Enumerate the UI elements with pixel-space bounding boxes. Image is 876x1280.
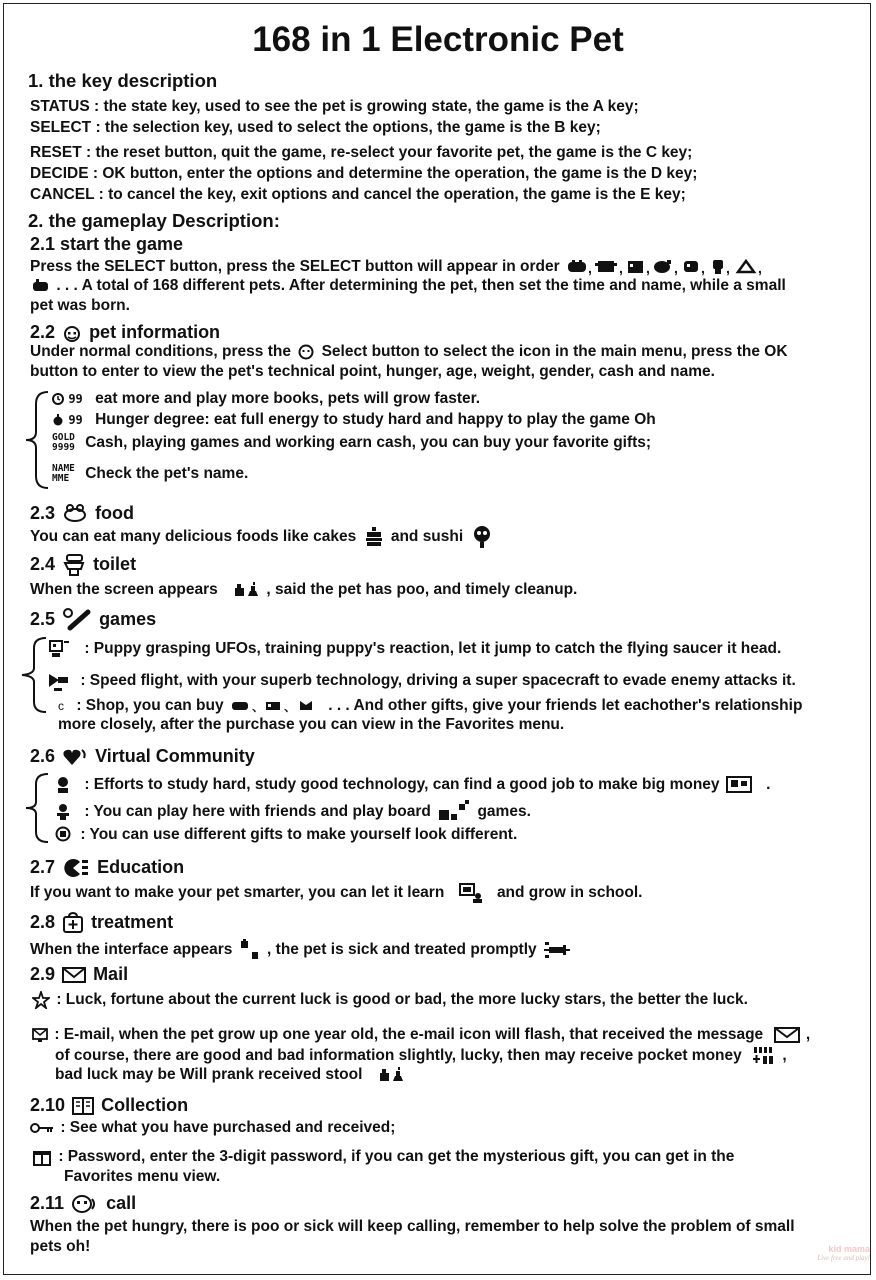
s22-item-hunger bbox=[52, 411, 656, 429]
s26-heading-num: 2.6 bbox=[30, 746, 56, 766]
games-icon bbox=[62, 608, 92, 632]
s210-heading-label: Collection bbox=[101, 1095, 189, 1115]
money-machine-icon bbox=[726, 775, 754, 795]
food-icon bbox=[62, 504, 88, 524]
s24-heading bbox=[30, 553, 136, 577]
cash-text: Cash, playing games and working earn cash, you can buy your favorite gifts; bbox=[85, 434, 652, 452]
svg-text:、: 、 bbox=[283, 699, 296, 713]
s22-brace bbox=[20, 390, 52, 490]
svg-text:,: , bbox=[645, 260, 650, 276]
s25-item-shop bbox=[58, 697, 802, 715]
s29-mail2 bbox=[55, 1046, 787, 1066]
s22-heading bbox=[30, 321, 220, 343]
age-text: eat more and play more books, pets will grow faster. bbox=[95, 390, 481, 407]
s25-heading-num: 2.5 bbox=[30, 609, 56, 629]
svg-text:,: , bbox=[700, 260, 705, 276]
clock-icon bbox=[52, 393, 64, 405]
s25-item-flight bbox=[44, 670, 796, 692]
s22-heading-label: pet information bbox=[89, 322, 221, 342]
apple-icon bbox=[52, 414, 64, 426]
work-text-end: . bbox=[766, 776, 771, 794]
s24-line-a: When the screen appears bbox=[30, 581, 218, 599]
s211-line1: When the pet hungry, there is poo or sick will keep calling, remember to help solve the problem of small bbox=[30, 1218, 795, 1235]
key-decide: DECIDE : OK button, enter the options and determine the operation, the game is the D key; bbox=[30, 165, 698, 182]
gold-tag-bottom: 9999 bbox=[52, 442, 75, 453]
s29-mail3 bbox=[55, 1066, 407, 1084]
s27-heading bbox=[30, 856, 184, 879]
mail3-text: bad luck may be Will prank received stool bbox=[55, 1066, 363, 1084]
s22-line2: button to enter to view the pet's technical point, hunger, age, weight, gender, cash and name. bbox=[30, 363, 715, 380]
pet-sprites-icon bbox=[566, 258, 808, 276]
key-icon bbox=[30, 1121, 54, 1135]
s26-item-play bbox=[52, 800, 531, 824]
watermark-tagline: Live free and play! bbox=[817, 1254, 870, 1262]
watermark-brand: kid mama bbox=[828, 1244, 870, 1254]
s22-line1 bbox=[30, 343, 788, 361]
key-reset: RESET : the reset button, quit the game, re-select your favorite pet, the game is the C key; bbox=[30, 144, 693, 161]
s24-line-b: , said the pet has poo, and timely cleanup. bbox=[266, 581, 578, 599]
s24-heading-num: 2.4 bbox=[30, 554, 56, 574]
s26-item-look bbox=[52, 826, 517, 844]
luck-text: : Luck, fortune about the current luck is good or bad, the more lucky stars, the better the luck. bbox=[56, 991, 748, 1009]
s23-line-a: You can eat many delicious foods like cakes bbox=[30, 528, 357, 546]
mail-icon bbox=[62, 966, 86, 984]
s23-heading-num: 2.3 bbox=[30, 503, 56, 523]
s29-heading-label: Mail bbox=[93, 964, 129, 984]
s27-line bbox=[30, 882, 642, 904]
s27-heading-num: 2.7 bbox=[30, 857, 56, 877]
friends-icon bbox=[54, 803, 72, 821]
s28-heading bbox=[30, 911, 173, 934]
s210-item1 bbox=[28, 1119, 395, 1137]
gift-items-icon bbox=[230, 699, 322, 713]
pocket-money-icon bbox=[752, 1046, 776, 1066]
password-gift-icon bbox=[32, 1148, 52, 1166]
pet-sprite-icon bbox=[32, 278, 50, 294]
shop-tag: c bbox=[58, 699, 64, 713]
svg-text:、: 、 bbox=[251, 699, 264, 713]
gold-tag-top: GOLD bbox=[52, 432, 75, 443]
s29-mail1 bbox=[30, 1026, 810, 1044]
s210-item2-line2: Favorites menu view. bbox=[64, 1168, 221, 1185]
pet-info-small-icon bbox=[297, 344, 315, 360]
s28-line-a: When the interface appears bbox=[30, 941, 233, 959]
ufo-text: : Puppy grasping UFOs, training puppy's reaction, let it jump to catch the flying saucer it head. bbox=[84, 640, 782, 658]
age-tag: 99 bbox=[68, 392, 83, 406]
s23-heading bbox=[30, 502, 134, 524]
cake-icon bbox=[363, 526, 385, 548]
pet-info-icon bbox=[62, 324, 82, 342]
svg-text:,: , bbox=[587, 260, 592, 276]
collection-text: : See what you have purchased and received; bbox=[60, 1119, 396, 1136]
shop-text-b: . . . And other gifts, give your friends let eachother's relationship bbox=[328, 697, 803, 714]
mail1-end: , bbox=[805, 1026, 811, 1044]
s23-heading-label: food bbox=[95, 503, 135, 523]
s28-heading-num: 2.8 bbox=[30, 912, 56, 932]
svg-text:,: , bbox=[618, 260, 623, 276]
collection-book-icon bbox=[72, 1096, 94, 1116]
s210-item2 bbox=[30, 1148, 734, 1166]
flight-text: : Speed flight, with your superb technology, driving a super spacecraft to evade enemy attacks it. bbox=[80, 672, 796, 690]
s29-heading-num: 2.9 bbox=[30, 964, 56, 984]
education-icon bbox=[62, 857, 90, 879]
syringe-icon bbox=[543, 940, 571, 960]
mail2-end: , bbox=[782, 1047, 787, 1065]
email-small-icon bbox=[32, 1027, 48, 1043]
s25-shop-line2: more closely, after the purchase you can view in the Favorites menu. bbox=[58, 716, 565, 733]
hunger-tag: 99 bbox=[68, 413, 83, 427]
s25-heading-label: games bbox=[99, 609, 157, 629]
section-2-heading: 2. the gameplay Description: bbox=[28, 210, 280, 231]
mail2-text: of course, there are good and bad information slightly, lucky, then may receive pocket money bbox=[55, 1047, 742, 1065]
s27-line-a: If you want to make your pet smarter, you can let it learn bbox=[30, 884, 445, 902]
s26-item-work bbox=[52, 775, 770, 795]
sick-icon bbox=[239, 939, 261, 961]
s29-luck bbox=[30, 991, 748, 1009]
s22-item-cash bbox=[52, 433, 651, 459]
s26-heading bbox=[30, 745, 255, 767]
s21-line1 bbox=[30, 258, 810, 276]
name-tag-bottom: MME bbox=[52, 473, 70, 484]
key-status: STATUS : the state key, used to see the pet is growing state, the game is the A key; bbox=[30, 98, 639, 115]
message-envelope-icon bbox=[774, 1026, 800, 1044]
s27-line-b: and grow in school. bbox=[496, 884, 643, 902]
play-text-b: games. bbox=[477, 803, 531, 821]
brand-watermark bbox=[800, 1244, 870, 1274]
s21-line2-text: . . . A total of 168 different pets. After determining the pet, then set the time and name, while a small bbox=[56, 277, 786, 294]
s21-heading: 2.1 start the game bbox=[30, 234, 184, 254]
s24-heading-label: toilet bbox=[93, 554, 137, 574]
s28-line-b: , the pet is sick and treated promptly bbox=[267, 941, 537, 959]
s22-line1-b: Select button to select the icon in the main menu, press the OK bbox=[321, 343, 788, 360]
shop-text-a: : Shop, you can buy bbox=[76, 697, 224, 714]
play-text-a: : You can play here with friends and play board bbox=[84, 803, 431, 821]
toilet-icon bbox=[62, 553, 86, 577]
name-tag bbox=[52, 464, 75, 484]
s28-line bbox=[30, 939, 573, 961]
svg-text:,: , bbox=[725, 260, 730, 276]
s22-item-name bbox=[52, 464, 248, 490]
svg-text:,: , bbox=[757, 260, 762, 276]
name-tag-top: NAME bbox=[52, 463, 75, 474]
section-1-heading: 1. the key description bbox=[28, 70, 218, 91]
password-text: : Password, enter the 3-digit password, if you can get the mysterious gift, you can get in the bbox=[58, 1148, 735, 1166]
dressup-icon bbox=[54, 826, 72, 844]
key-select: SELECT : the selection key, used to select the options, the game is the B key; bbox=[30, 119, 601, 136]
s24-line bbox=[30, 581, 577, 599]
luck-star-icon bbox=[32, 991, 50, 1009]
poo-icon bbox=[234, 581, 260, 599]
s23-line bbox=[30, 525, 496, 549]
s26-heading-label: Virtual Community bbox=[95, 746, 255, 766]
look-text: : You can use different gifts to make yourself look different. bbox=[80, 826, 518, 844]
s28-heading-label: treatment bbox=[91, 912, 174, 932]
work-icon bbox=[54, 776, 72, 794]
s26-brace bbox=[20, 772, 52, 844]
name-text: Check the pet's name. bbox=[85, 465, 249, 483]
s29-heading bbox=[30, 963, 128, 985]
work-text: : Efforts to study hard, study good technology, can find a good job to make big money bbox=[84, 776, 720, 794]
sushi-icon bbox=[470, 525, 494, 549]
s22-heading-num: 2.2 bbox=[30, 322, 56, 342]
s211-heading-num: 2.11 bbox=[30, 1193, 65, 1213]
ufo-game-icon bbox=[48, 639, 70, 659]
s210-heading bbox=[30, 1094, 188, 1116]
s210-heading-num: 2.10 bbox=[30, 1095, 66, 1115]
gold-tag bbox=[52, 433, 75, 453]
svg-text:,: , bbox=[673, 260, 678, 276]
key-cancel: CANCEL : to cancel the key, exit options and cancel the operation, the game is the E key; bbox=[30, 186, 686, 203]
s23-line-b: and sushi bbox=[390, 528, 464, 546]
school-icon bbox=[459, 882, 483, 904]
spaceship-icon bbox=[46, 670, 72, 692]
board-game-icon bbox=[437, 800, 471, 824]
s25-heading bbox=[30, 608, 156, 632]
s27-heading-label: Education bbox=[97, 857, 185, 877]
stool-icon bbox=[379, 1066, 405, 1084]
mail1-text: : E-mail, when the pet grow up one year old, the e-mail icon will flash, that received the message bbox=[54, 1026, 764, 1044]
s22-line1-a: Under normal conditions, press the bbox=[30, 343, 291, 360]
s21-line1-text: Press the SELECT button, press the SELECT button will appear in order bbox=[30, 258, 560, 276]
s25-item-ufo bbox=[46, 639, 781, 659]
page-title: 168 in 1 Electronic Pet bbox=[252, 20, 624, 59]
call-icon bbox=[71, 1193, 99, 1215]
community-icon bbox=[62, 747, 88, 767]
hunger-text: Hunger degree: eat full energy to study hard and happy to play the game Oh bbox=[95, 411, 656, 428]
treatment-icon bbox=[62, 912, 84, 934]
s211-heading bbox=[30, 1192, 136, 1215]
s22-item-age bbox=[52, 390, 480, 408]
s21-line3: pet was born. bbox=[30, 297, 130, 314]
s21-line2 bbox=[30, 277, 786, 295]
s211-line2: pets oh! bbox=[30, 1238, 91, 1255]
s211-heading-label: call bbox=[106, 1193, 137, 1213]
